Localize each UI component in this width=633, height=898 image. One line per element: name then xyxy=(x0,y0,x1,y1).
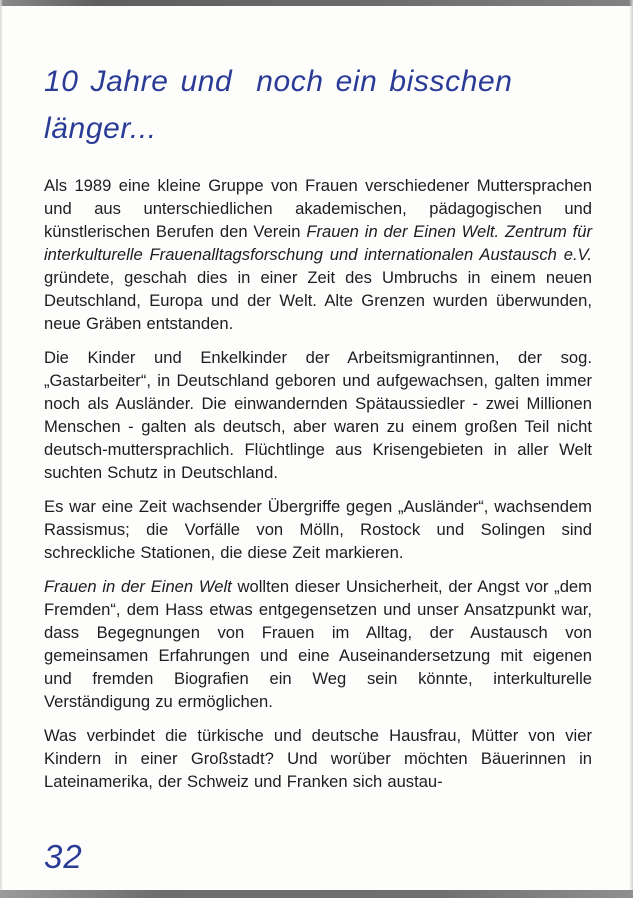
paragraph xyxy=(44,346,592,484)
paragraph-run-italic: Frauen in der Einen Welt. Zentrum für interkulturelle Frauenalltagsforschung und internationalen Austausch e.V. xyxy=(44,222,592,264)
paragraph xyxy=(44,495,592,564)
page-title-line1: 10 Jahre und noch ein bisschen xyxy=(44,65,513,98)
page-title-line2: länger... xyxy=(44,112,157,145)
paragraph xyxy=(44,724,592,793)
paragraph-run: Die Kinder und Enkelkinder der Arbeitsmigrantinnen, der sog. „Gastarbeiter“, in Deutschland geboren und aufgewachsen, galten immer noch als Ausländer. Die einwandernden Spätaussiedler - zwei Millionen Menschen - galten als deutsch, aber waren zu einem großen Teil nicht deutsch-muttersprachlich. Flüchtlinge aus Krisengebieten in aller Welt suchten Schutz in Deutschland. xyxy=(44,348,592,482)
page-number: 32 xyxy=(44,838,83,875)
scan-edge-left xyxy=(0,0,3,898)
scan-edge-top xyxy=(0,0,633,6)
page-title xyxy=(44,58,592,152)
page-content xyxy=(44,58,592,804)
paragraph-run-italic: Frauen in der Einen Welt xyxy=(44,577,232,596)
paragraph xyxy=(44,575,592,713)
paragraph-run: Als 1989 eine kleine Gruppe von Frauen verschiedener Muttersprachen und aus unterschiedlichen akademischen, pädagogischen und künstlerischen Berufen den Verein xyxy=(44,176,592,241)
body-text xyxy=(44,174,592,793)
paragraph-run: Was verbindet die türkische und deutsche Hausfrau, Mütter von vier Kindern in einer Großstadt? Und worüber möchten Bäuerinnen in Lateinamerika, der Schweiz und Franken sich austau- xyxy=(44,726,592,791)
paragraph xyxy=(44,174,592,335)
paragraph-run: wollten dieser Unsicherheit, der Angst vor „dem Fremden“, dem Hass etwas entgegensetzen und unser Ansatzpunkt war, dass Begegnungen von Frauen im Alltag, der Austausch von gemeinsamen Erfahrungen und eine Auseinandersetzung mit eigenen und fremden Biografien ein Weg sein könnte, interkulturelle Verständigung zu ermöglichen. xyxy=(44,577,592,711)
scan-edge-right xyxy=(629,0,633,898)
paragraph-run: gründete, geschah dies in einer Zeit des Umbruchs in einem neuen Deutschland, Europa und der Welt. Alte Grenzen wurden überwunden, neue Gräben entstanden. xyxy=(44,268,592,333)
scan-edge-bottom xyxy=(0,890,633,898)
paragraph-run: Es war eine Zeit wachsender Übergriffe gegen „Ausländer“, wachsendem Rassismus; die Vorfälle von Mölln, Rostock und Solingen sind schreckliche Stationen, die diese Zeit markieren. xyxy=(44,497,592,562)
